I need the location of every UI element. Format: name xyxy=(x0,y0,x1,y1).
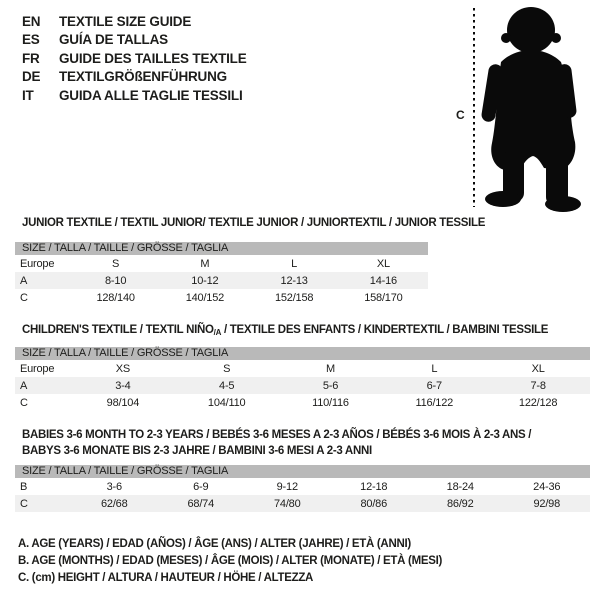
toddler-silhouette-icon xyxy=(481,7,581,212)
table-cell: 110/116 xyxy=(312,396,349,409)
table-cell: 152/158 xyxy=(274,291,314,304)
babies-table-title xyxy=(22,427,582,459)
table-row xyxy=(15,495,590,512)
table-cell: 12-13 xyxy=(280,274,308,287)
table-row xyxy=(15,272,428,289)
table-cell: XL xyxy=(376,257,390,270)
table-cell: L xyxy=(431,362,438,375)
table-cell: 8-10 xyxy=(105,274,127,287)
table-cell: 86/92 xyxy=(446,497,474,510)
children-size-table xyxy=(15,347,590,411)
table-cell: 14-16 xyxy=(369,274,397,287)
table-cell: 4-5 xyxy=(219,379,235,392)
table-cell: 128/140 xyxy=(96,291,135,304)
table-cell: 10-12 xyxy=(191,274,219,287)
table-cell: XL xyxy=(531,362,545,375)
table-row xyxy=(15,478,590,495)
size-header-bar: SIZE / TALLA / TAILLE / GRÖSSE / TAGLIA xyxy=(15,465,590,478)
header-row-de xyxy=(22,68,247,86)
table-row xyxy=(15,394,590,411)
row-label: Europe xyxy=(20,257,55,270)
guide-title: TEXTILE SIZE GUIDE xyxy=(59,14,192,29)
header-row-en xyxy=(22,13,247,31)
row-label: C xyxy=(20,291,28,304)
table-cell: 6-9 xyxy=(193,480,209,493)
lang-code: DE xyxy=(22,69,41,85)
table-cell: S xyxy=(112,257,120,270)
legend-notes xyxy=(18,536,442,587)
guide-title: TEXTILGRÖßENFÜHRUNG xyxy=(59,69,227,85)
guide-title: GUIDE DES TAILLES TEXTILE xyxy=(59,50,247,66)
row-label: A xyxy=(20,379,28,392)
table-cell: S xyxy=(223,362,231,375)
babies-size-table xyxy=(15,465,590,512)
junior-table-title: JUNIOR TEXTILE / TEXTIL JUNIOR/ TEXTILE JUNIOR / JUNIORTEXTIL / JUNIOR TESSILE xyxy=(22,217,486,229)
lang-code: IT xyxy=(22,87,34,103)
table-cell: 7-8 xyxy=(530,379,546,392)
title-line-2: BABYS 3-6 MONATE BIS 2-3 JAHRE / BAMBINI 3-6 MESI A 2-3 ANNI xyxy=(22,445,372,457)
figure-toddler xyxy=(450,0,595,213)
children-table-title xyxy=(22,322,548,341)
table-cell: XS xyxy=(115,362,131,375)
table-cell: M xyxy=(200,257,210,270)
measure-label-c: C xyxy=(456,108,465,122)
table-cell: 98/104 xyxy=(106,396,140,409)
language-header xyxy=(22,13,247,105)
table-row xyxy=(15,360,590,377)
guide-title: GUÍA DE TALLAS xyxy=(59,32,168,48)
row-label: B xyxy=(20,480,28,493)
table-cell: 116/122 xyxy=(415,396,454,409)
table-cell: 68/74 xyxy=(187,497,215,510)
title-line-1: BABIES 3-6 MONTH TO 2-3 YEARS / BEBÉS 3-6 MESES A 2-3 AÑOS / BÉBÉS 3-6 MOIS À 2-3 ANS / xyxy=(22,429,532,441)
row-label: C xyxy=(20,396,28,409)
note-b: B. AGE (MONTHS) / EDAD (MESES) / ÂGE (MOIS) / ALTER (MONATE) / ETÀ (MESI) xyxy=(18,555,443,567)
table-cell: 5-6 xyxy=(322,379,339,392)
row-label: A xyxy=(20,274,28,287)
note-a: A. AGE (YEARS) / EDAD (AÑOS) / ÂGE (ANS) / ALTER (JAHRE) / ETÀ (ANNI) xyxy=(18,538,411,550)
title-subscript: /A xyxy=(213,328,222,337)
table-cell: 3-6 xyxy=(106,480,122,493)
table-cell: 12-18 xyxy=(360,480,388,493)
header-row-it xyxy=(22,87,247,105)
title-text: CHILDREN'S TEXTILE / TEXTIL NIÑO xyxy=(22,324,214,336)
junior-size-table xyxy=(15,242,428,306)
table-cell: 92/98 xyxy=(533,497,561,510)
size-header-bar: SIZE / TALLA / TAILLE / GRÖSSE / TAGLIA xyxy=(15,242,428,255)
guide-title: GUIDA ALLE TAGLIE TESSILI xyxy=(59,87,243,103)
table-cell: 140/152 xyxy=(185,291,225,304)
lang-code: ES xyxy=(22,32,40,48)
table-cell: 6-7 xyxy=(426,379,442,392)
lang-code: EN xyxy=(22,14,41,29)
table-cell: 24-36 xyxy=(533,480,561,493)
table-cell: 80/86 xyxy=(360,497,388,510)
table-cell: M xyxy=(326,362,335,375)
title-text: / TEXTILE DES ENFANTS / KINDERTEXTIL / BAMBINI TESSILE xyxy=(221,324,549,336)
row-label: C xyxy=(20,497,28,510)
table-cell: 74/80 xyxy=(273,497,301,510)
table-cell: 18-24 xyxy=(446,480,474,493)
table-row xyxy=(15,255,428,272)
note-c: C. (cm) HEIGHT / ALTURA / HAUTEUR / HÖHE / ALTEZZA xyxy=(18,572,314,584)
lang-code: FR xyxy=(22,50,40,66)
table-cell: 62/68 xyxy=(100,497,128,510)
table-cell: 158/170 xyxy=(364,291,403,304)
table-cell: 104/110 xyxy=(207,396,246,409)
table-cell: 122/128 xyxy=(518,396,558,409)
table-row xyxy=(15,377,590,394)
table-cell: L xyxy=(291,257,298,270)
table-cell: 9-12 xyxy=(276,480,298,493)
header-row-es xyxy=(22,31,247,49)
row-label: Europe xyxy=(20,362,55,375)
header-row-fr xyxy=(22,50,247,68)
table-cell: 3-4 xyxy=(115,379,131,392)
table-row xyxy=(15,289,428,306)
size-header-bar: SIZE / TALLA / TAILLE / GRÖSSE / TAGLIA xyxy=(15,347,590,360)
